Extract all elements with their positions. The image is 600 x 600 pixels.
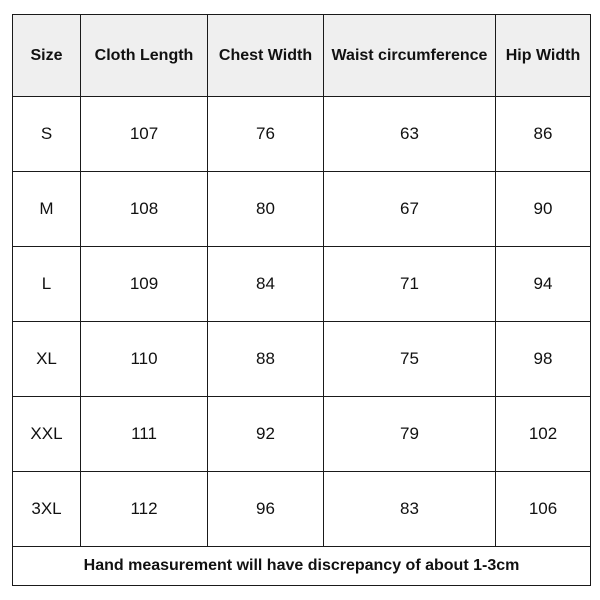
cell-waist-circumference: 71 bbox=[324, 247, 496, 322]
cell-chest-width: 96 bbox=[208, 472, 324, 547]
cell-chest-width: 76 bbox=[208, 97, 324, 172]
cell-hip-width: 90 bbox=[496, 172, 591, 247]
header-row bbox=[13, 15, 591, 97]
table-row bbox=[13, 97, 591, 172]
cell-size: S bbox=[13, 97, 81, 172]
cell-cloth-length: 111 bbox=[81, 397, 208, 472]
cell-chest-width: 88 bbox=[208, 322, 324, 397]
cell-waist-circumference: 67 bbox=[324, 172, 496, 247]
cell-size: M bbox=[13, 172, 81, 247]
cell-cloth-length: 112 bbox=[81, 472, 208, 547]
cell-hip-width: 86 bbox=[496, 97, 591, 172]
cell-size: XL bbox=[13, 322, 81, 397]
cell-size: XXL bbox=[13, 397, 81, 472]
cell-chest-width: 84 bbox=[208, 247, 324, 322]
cell-size: 3XL bbox=[13, 472, 81, 547]
table-row bbox=[13, 247, 591, 322]
header-size: Size bbox=[13, 15, 81, 97]
footer-row bbox=[13, 547, 591, 586]
cell-hip-width: 98 bbox=[496, 322, 591, 397]
measurement-note: Hand measurement will have discrepancy of about 1-3cm bbox=[13, 547, 591, 586]
cell-waist-circumference: 79 bbox=[324, 397, 496, 472]
cell-waist-circumference: 83 bbox=[324, 472, 496, 547]
cell-cloth-length: 108 bbox=[81, 172, 208, 247]
header-cloth-length: Cloth Length bbox=[81, 15, 208, 97]
cell-chest-width: 92 bbox=[208, 397, 324, 472]
table-row bbox=[13, 172, 591, 247]
cell-waist-circumference: 75 bbox=[324, 322, 496, 397]
cell-chest-width: 80 bbox=[208, 172, 324, 247]
header-hip-width: Hip Width bbox=[496, 15, 591, 97]
cell-waist-circumference: 63 bbox=[324, 97, 496, 172]
table-row bbox=[13, 397, 591, 472]
table-row bbox=[13, 472, 591, 547]
cell-hip-width: 106 bbox=[496, 472, 591, 547]
cell-cloth-length: 110 bbox=[81, 322, 208, 397]
size-chart-table bbox=[12, 14, 591, 586]
table-row bbox=[13, 322, 591, 397]
header-chest-width: Chest Width bbox=[208, 15, 324, 97]
cell-size: L bbox=[13, 247, 81, 322]
cell-hip-width: 94 bbox=[496, 247, 591, 322]
header-waist-circumference: Waist circumference bbox=[324, 15, 496, 97]
cell-hip-width: 102 bbox=[496, 397, 591, 472]
cell-cloth-length: 107 bbox=[81, 97, 208, 172]
cell-cloth-length: 109 bbox=[81, 247, 208, 322]
